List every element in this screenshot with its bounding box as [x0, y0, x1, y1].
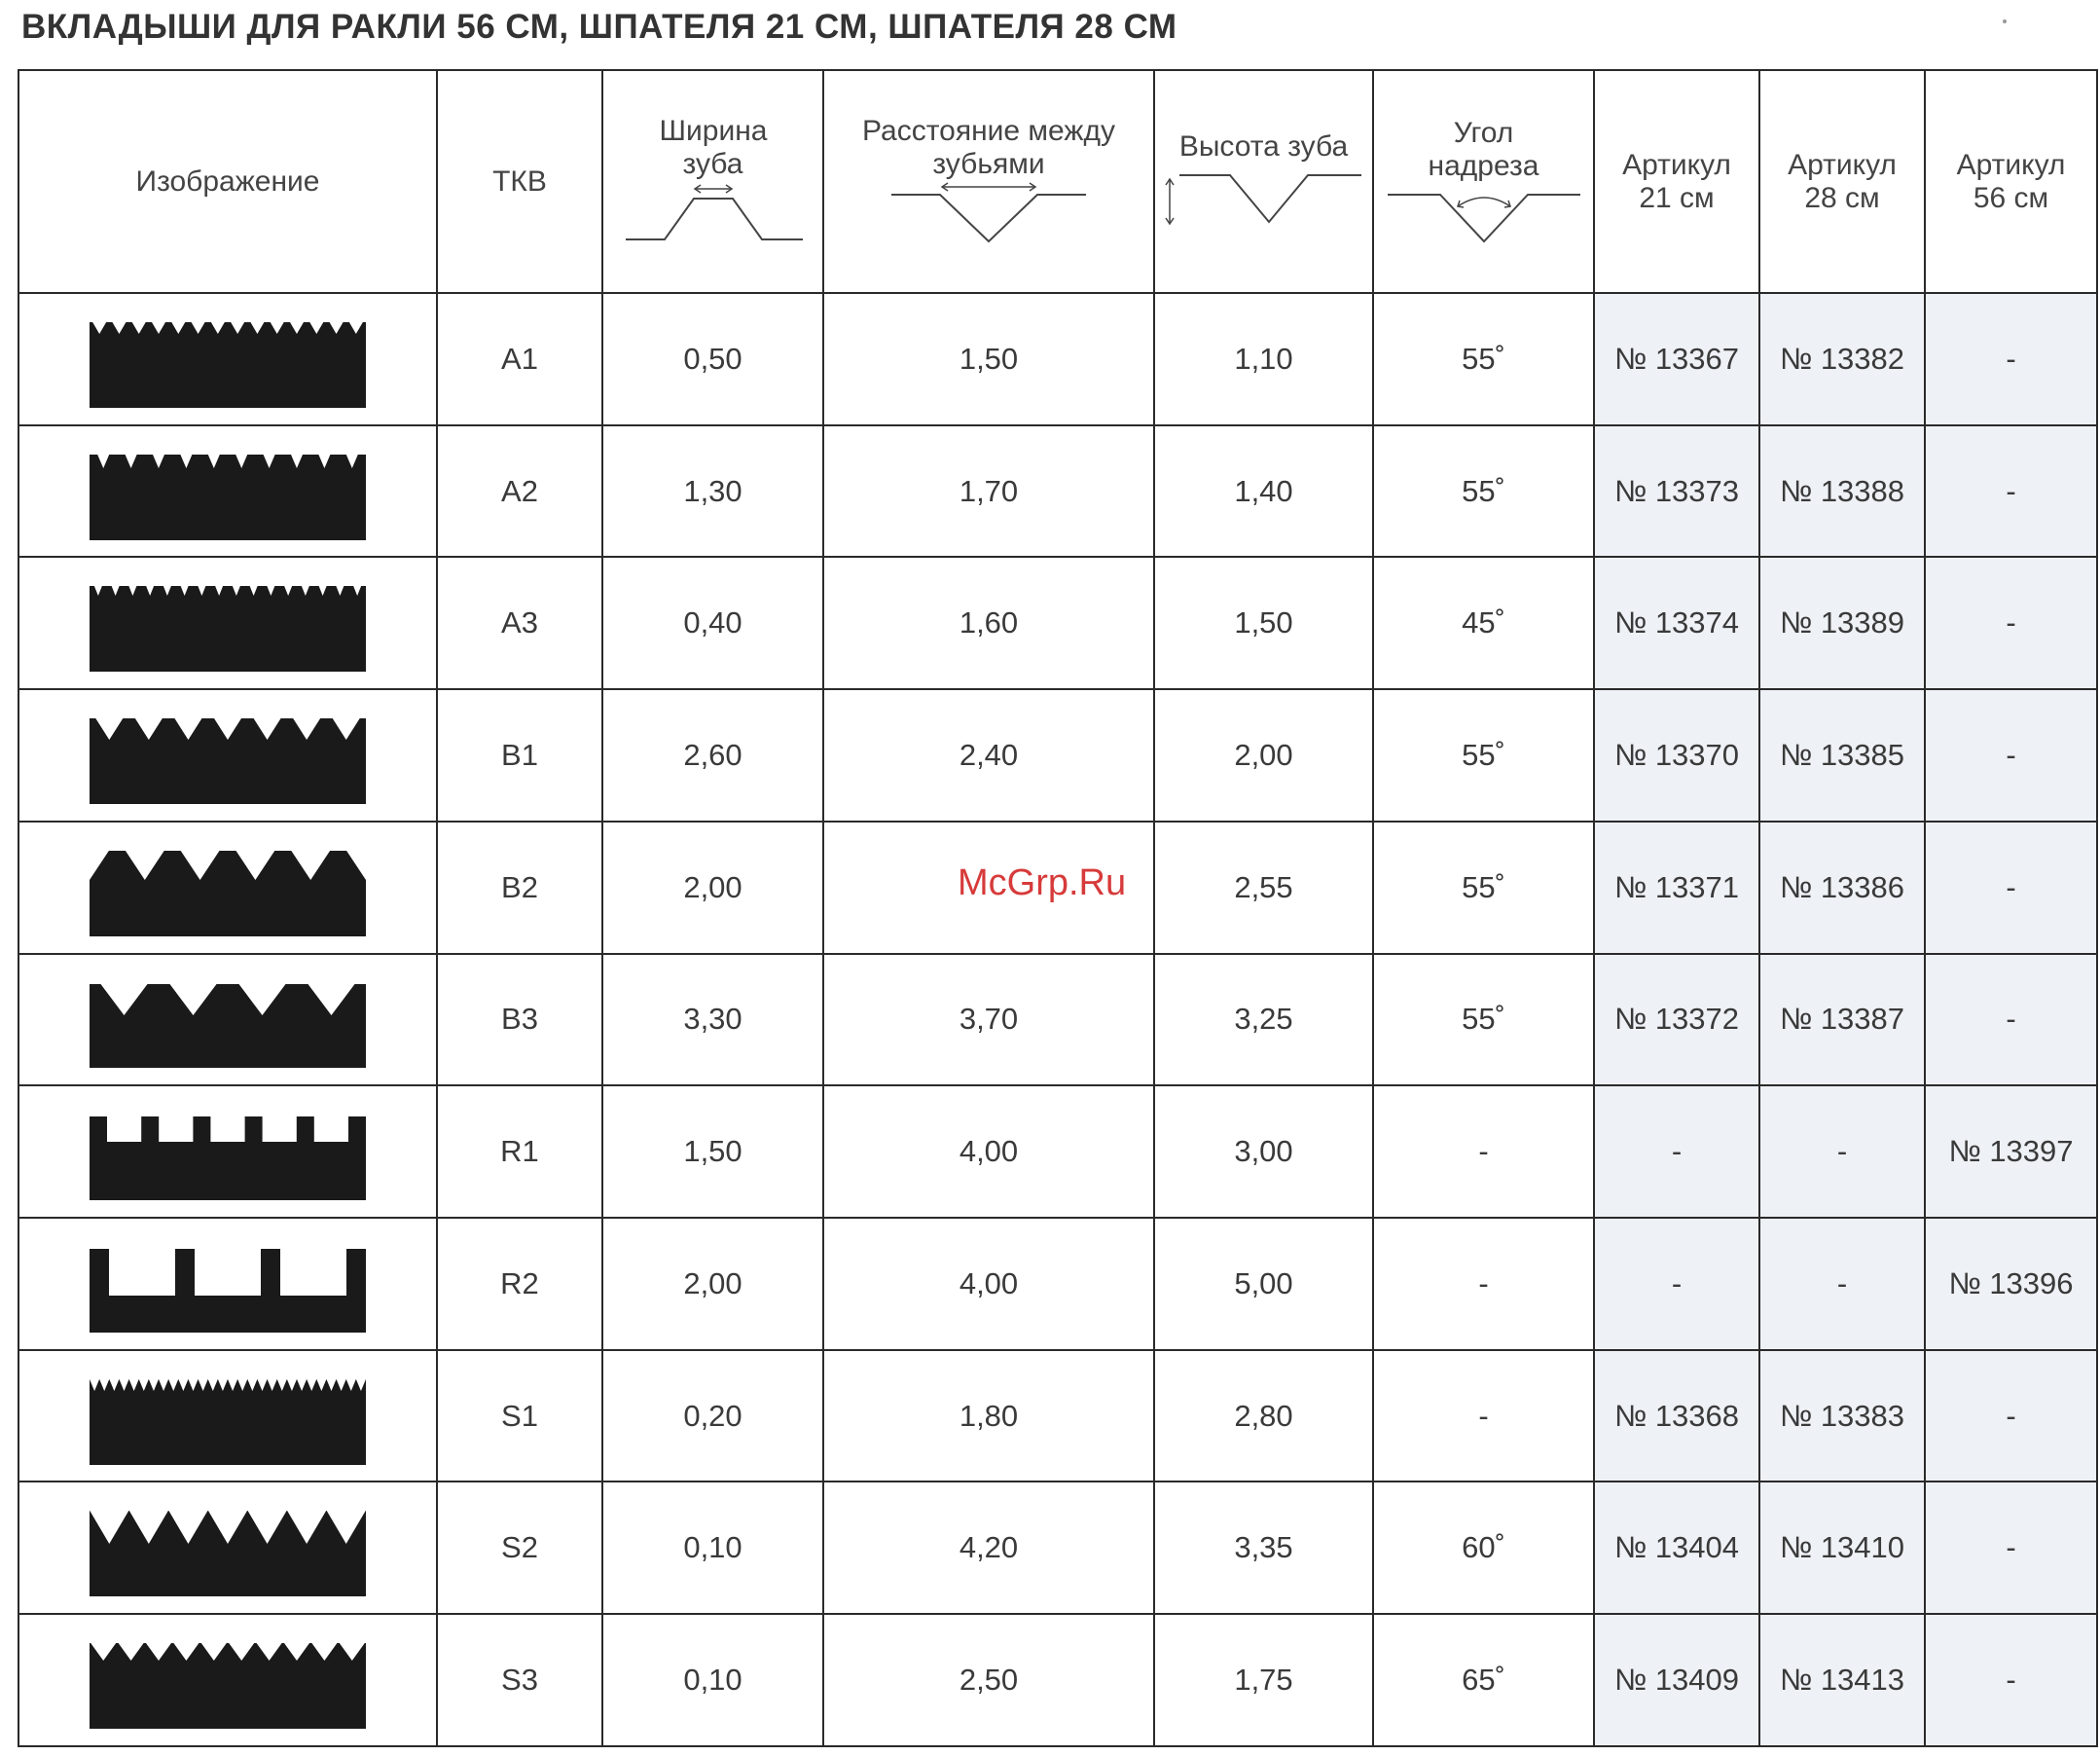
art28-cell: № 13388 [1759, 425, 1925, 558]
header-spacing [823, 70, 1154, 293]
table-row [18, 1482, 2097, 1614]
height-cell: 1,50 [1154, 557, 1373, 689]
header-art28-label: Артикул 28 см [1788, 148, 1897, 214]
angle-cell: 55˚ [1373, 689, 1594, 822]
S1-profile-icon [90, 1368, 366, 1465]
tkv-cell: S2 [437, 1482, 602, 1614]
image-cell [18, 822, 437, 954]
angle-cell: 55˚ [1373, 954, 1594, 1086]
art56-cell: - [1925, 1482, 2097, 1614]
angle-cell: 55˚ [1373, 425, 1594, 558]
height-cell: 2,80 [1154, 1350, 1373, 1482]
tooth-width-cell: 1,30 [602, 425, 823, 558]
art56-cell: - [1925, 557, 2097, 689]
height-cell: 2,55 [1154, 822, 1373, 954]
tkv-cell: A1 [437, 293, 602, 425]
header-tkv-label: ТКВ [492, 165, 547, 198]
height-cell: 2,00 [1154, 689, 1373, 822]
art21-cell: - [1594, 1085, 1759, 1218]
art56-cell: № 13396 [1925, 1218, 2097, 1350]
tooth-spacing-diagram-icon [882, 181, 1096, 249]
art21-cell: № 13367 [1594, 293, 1759, 425]
table-row [18, 689, 2097, 822]
art56-cell: № 13397 [1925, 1085, 2097, 1218]
angle-cell: - [1373, 1218, 1594, 1350]
art28-cell: № 13383 [1759, 1350, 1925, 1482]
header-art56 [1925, 70, 2097, 293]
header-art28 [1759, 70, 1925, 293]
table-row [18, 1614, 2097, 1746]
header-angle-label: Угол надреза [1428, 116, 1539, 182]
art28-cell: № 13389 [1759, 557, 1925, 689]
B2-profile-icon [90, 839, 366, 936]
insert-spec-table [18, 69, 2098, 1747]
tooth-width-cell: 0,20 [602, 1350, 823, 1482]
image-cell [18, 689, 437, 822]
table-row [18, 1218, 2097, 1350]
table-row [18, 1350, 2097, 1482]
art28-cell: № 13385 [1759, 689, 1925, 822]
header-image [18, 70, 437, 293]
table-row [18, 557, 2097, 689]
spacing-cell: 1,70 [823, 425, 1154, 558]
art56-cell: - [1925, 1614, 2097, 1746]
height-cell: 1,10 [1154, 293, 1373, 425]
art21-cell: № 13370 [1594, 689, 1759, 822]
tkv-cell: R1 [437, 1085, 602, 1218]
tooth-width-cell: 0,40 [602, 557, 823, 689]
art28-cell: № 13410 [1759, 1482, 1925, 1614]
tooth-width-cell: 0,50 [602, 293, 823, 425]
header-height [1154, 70, 1373, 293]
header-height-label: Высота зуба [1178, 129, 1349, 163]
spacing-cell: 4,20 [823, 1482, 1154, 1614]
height-cell: 1,75 [1154, 1614, 1373, 1746]
image-cell [18, 1614, 437, 1746]
tooth-width-cell: 3,30 [602, 954, 823, 1086]
A1-profile-icon [90, 311, 366, 408]
spacing-cell: 2,40 [823, 689, 1154, 822]
art28-cell: № 13387 [1759, 954, 1925, 1086]
table-row [18, 425, 2097, 558]
tooth-width-cell: 2,00 [602, 822, 823, 954]
tkv-cell: S1 [437, 1350, 602, 1482]
tkv-cell: A3 [437, 557, 602, 689]
art21-cell: - [1594, 1218, 1759, 1350]
art56-cell: - [1925, 689, 2097, 822]
angle-cell: - [1373, 1085, 1594, 1218]
art28-cell: № 13386 [1759, 822, 1925, 954]
art56-cell: - [1925, 293, 2097, 425]
image-cell [18, 1085, 437, 1218]
header-art21-label: Артикул 21 см [1622, 148, 1731, 214]
image-cell [18, 1218, 437, 1350]
art56-cell: - [1925, 822, 2097, 954]
art56-cell: - [1925, 425, 2097, 558]
angle-cell: - [1373, 1350, 1594, 1482]
header-spacing-label: Расстояние между зубьями [862, 114, 1115, 180]
art21-cell: № 13371 [1594, 822, 1759, 954]
spacing-cell: 4,00 [823, 1085, 1154, 1218]
table-row [18, 293, 2097, 425]
art56-cell: - [1925, 954, 2097, 1086]
spacing-cell: 1,60 [823, 557, 1154, 689]
tooth-width-diagram-icon [616, 181, 811, 249]
tkv-cell: B2 [437, 822, 602, 954]
spacing-cell: 4,00 [823, 1218, 1154, 1350]
tkv-cell: R2 [437, 1218, 602, 1350]
tooth-width-cell: 1,50 [602, 1085, 823, 1218]
header-tkv [437, 70, 602, 293]
art21-cell: № 13409 [1594, 1614, 1759, 1746]
art21-cell: № 13404 [1594, 1482, 1759, 1614]
decorative-dot [2003, 19, 2007, 23]
image-cell [18, 425, 437, 558]
header-tooth-width [602, 70, 823, 293]
image-cell [18, 557, 437, 689]
header-row [18, 70, 2097, 293]
art21-cell: № 13373 [1594, 425, 1759, 558]
art21-cell: № 13368 [1594, 1350, 1759, 1482]
height-cell: 3,35 [1154, 1482, 1373, 1614]
height-cell: 5,00 [1154, 1218, 1373, 1350]
tooth-height-diagram-icon [1162, 165, 1366, 234]
table-row [18, 1085, 2097, 1218]
watermark: McGrp.Ru [958, 862, 1127, 903]
spacing-cell: 2,50 [823, 1614, 1154, 1746]
angle-cell: 45˚ [1373, 557, 1594, 689]
A2-profile-icon [90, 443, 366, 540]
R1-profile-icon [90, 1103, 366, 1200]
spacing-cell: 1,50 [823, 293, 1154, 425]
header-art56-label: Артикул 56 см [1956, 148, 2066, 214]
S2-profile-icon [90, 1499, 366, 1596]
height-cell: 3,25 [1154, 954, 1373, 1086]
header-tooth-width-label: Ширина зуба [659, 114, 768, 180]
B3-profile-icon [90, 970, 366, 1068]
tooth-width-cell: 2,00 [602, 1218, 823, 1350]
angle-cell: 60˚ [1373, 1482, 1594, 1614]
art28-cell: № 13413 [1759, 1614, 1925, 1746]
art28-cell: - [1759, 1218, 1925, 1350]
tooth-width-cell: 0,10 [602, 1614, 823, 1746]
header-angle [1373, 70, 1594, 293]
height-cell: 1,40 [1154, 425, 1373, 558]
page-title: ВКЛАДЫШИ ДЛЯ РАКЛИ 56 СМ, ШПАТЕЛЯ 21 СМ, ШПАТЕЛЯ 28 СМ [21, 8, 1177, 46]
image-cell [18, 1350, 437, 1482]
spacing-cell: 1,80 [823, 1350, 1154, 1482]
tkv-cell: A2 [437, 425, 602, 558]
B1-profile-icon [90, 707, 366, 804]
header-image-label: Изображение [135, 165, 320, 198]
angle-cell: 55˚ [1373, 822, 1594, 954]
height-cell: 3,00 [1154, 1085, 1373, 1218]
art21-cell: № 13372 [1594, 954, 1759, 1086]
table-row [18, 954, 2097, 1086]
art28-cell: № 13382 [1759, 293, 1925, 425]
R2-profile-icon [90, 1235, 366, 1333]
spacing-cell: 3,70 [823, 954, 1154, 1086]
tkv-cell: B1 [437, 689, 602, 822]
image-cell [18, 954, 437, 1086]
notch-angle-diagram-icon [1382, 183, 1586, 247]
header-art21 [1594, 70, 1759, 293]
tooth-width-cell: 0,10 [602, 1482, 823, 1614]
A3-profile-icon [90, 574, 366, 672]
tkv-cell: S3 [437, 1614, 602, 1746]
angle-cell: 65˚ [1373, 1614, 1594, 1746]
image-cell [18, 1482, 437, 1614]
angle-cell: 55˚ [1373, 293, 1594, 425]
art21-cell: № 13374 [1594, 557, 1759, 689]
tkv-cell: B3 [437, 954, 602, 1086]
image-cell [18, 293, 437, 425]
tooth-width-cell: 2,60 [602, 689, 823, 822]
S3-profile-icon [90, 1631, 366, 1729]
art28-cell: - [1759, 1085, 1925, 1218]
art56-cell: - [1925, 1350, 2097, 1482]
